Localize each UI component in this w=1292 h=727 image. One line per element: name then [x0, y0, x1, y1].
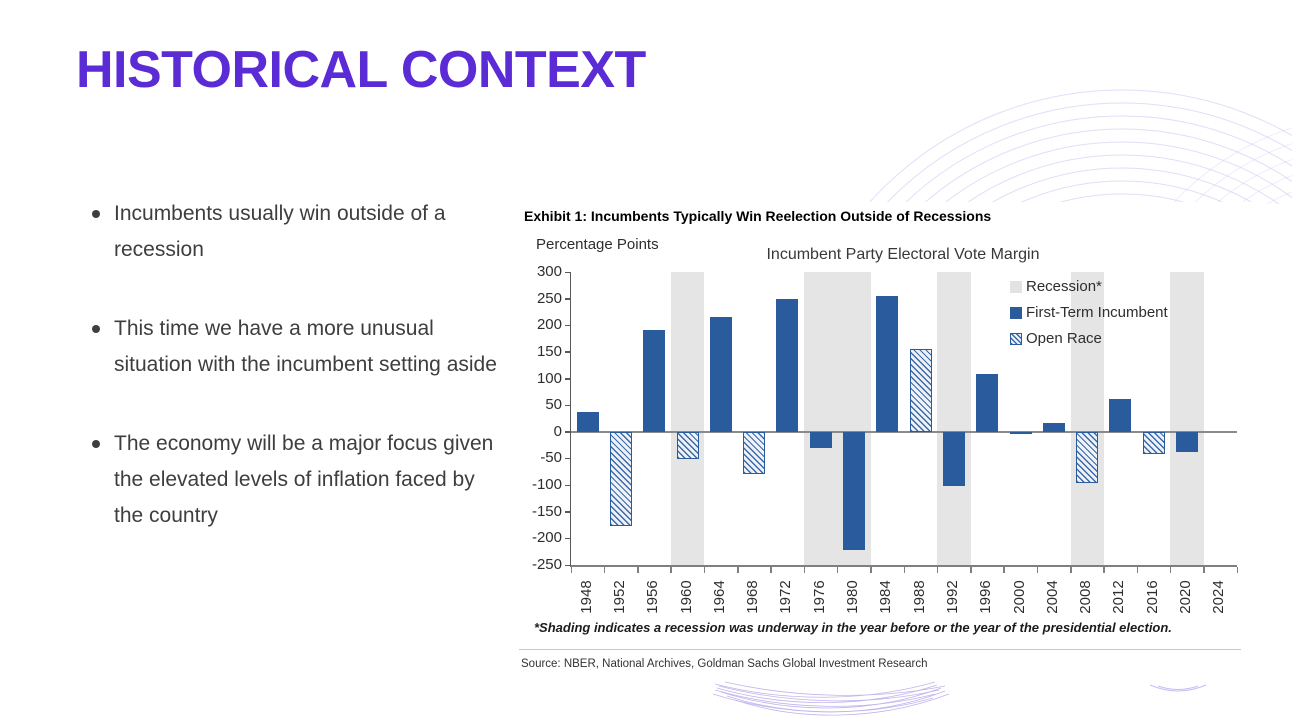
open-race-swatch-icon [1010, 333, 1022, 345]
bullet-list [88, 196, 500, 577]
y-tick-mark [565, 458, 571, 460]
source-line: Source: NBER, National Archives, Goldman Sachs Global Investment Research [521, 658, 928, 670]
bar-1964 [710, 317, 732, 432]
x-tick-mark [937, 567, 939, 573]
x-label-1984: 1984 [877, 580, 895, 614]
y-tick-mark [565, 565, 571, 567]
y-tick-mark [565, 485, 571, 487]
y-axis-title: Percentage Points [536, 236, 659, 253]
x-label-1972: 1972 [777, 580, 795, 614]
decorative-mesh-bottom [695, 672, 1175, 727]
x-label-2016: 2016 [1143, 580, 1161, 614]
x-tick-mark [837, 567, 839, 573]
x-tick-mark [804, 567, 806, 573]
y-tick-label: 150 [536, 342, 562, 360]
x-tick-mark [770, 567, 772, 573]
x-label-1980: 1980 [844, 580, 862, 614]
bar-1992 [943, 432, 965, 486]
x-tick-mark [571, 567, 573, 573]
legend-item-open-race [1010, 326, 1168, 352]
bar-2008 [1076, 432, 1098, 484]
legend-item-incumbent [1010, 300, 1168, 326]
x-tick-mark [970, 567, 972, 573]
bar-1972 [776, 299, 798, 432]
zero-axis-line [571, 431, 1237, 433]
bullet-item: The economy will be a major focus given the elevated levels of inflation faced by the country [88, 426, 500, 534]
bar-2020 [1176, 432, 1198, 452]
legend-item-recession [1010, 274, 1168, 300]
y-tick-mark [565, 538, 571, 540]
chart-footnote: *Shading indicates a recession was underway in the year before or the year of the presidential election. [534, 620, 1172, 635]
bar-1960 [677, 432, 699, 459]
x-tick-mark [1137, 567, 1139, 573]
legend-label: Recession* [1026, 278, 1102, 295]
x-label-2024: 2024 [1210, 580, 1228, 614]
x-label-2000: 2000 [1010, 580, 1028, 614]
x-tick-mark [670, 567, 672, 573]
y-tick-label: 50 [545, 396, 562, 414]
y-tick-mark [565, 378, 571, 380]
x-tick-mark [1037, 567, 1039, 573]
bar-1956 [643, 330, 665, 432]
x-label-2004: 2004 [1043, 580, 1061, 614]
x-tick-mark [1103, 567, 1105, 573]
recession-swatch-icon [1010, 281, 1022, 293]
y-tick-label: -100 [531, 476, 562, 494]
bar-2012 [1109, 399, 1131, 432]
y-tick-mark [565, 325, 571, 327]
x-tick-mark [1170, 567, 1172, 573]
y-tick-label: -250 [531, 556, 562, 573]
x-label-2020: 2020 [1177, 580, 1195, 614]
y-tick-label: 0 [553, 422, 562, 440]
y-tick-label: 300 [536, 263, 562, 280]
bar-1996 [976, 374, 998, 432]
bar-1948 [577, 412, 599, 432]
bar-1952 [610, 432, 632, 526]
bullet-item: Incumbents usually win outside of a recession [88, 196, 500, 268]
y-tick-label: 100 [536, 369, 562, 387]
x-tick-mark [1003, 567, 1005, 573]
y-tick-mark [565, 298, 571, 300]
x-label-1956: 1956 [644, 580, 662, 614]
x-label-1964: 1964 [710, 580, 728, 614]
y-tick-label: -50 [540, 449, 562, 467]
x-label-2008: 2008 [1077, 580, 1095, 614]
recession-band-2020 [1170, 272, 1203, 565]
x-label-1996: 1996 [977, 580, 995, 614]
chart-title: Incumbent Party Electoral Vote Margin [766, 246, 1040, 263]
bar-2016 [1143, 432, 1165, 454]
bar-1968 [743, 432, 765, 474]
bar-1988 [910, 349, 932, 432]
bar-2004 [1043, 423, 1065, 432]
bullet-item: This time we have a more unusual situation with the incumbent setting aside [88, 311, 500, 383]
incumbent-swatch-icon [1010, 307, 1022, 319]
x-tick-mark [637, 567, 639, 573]
x-label-1992: 1992 [943, 580, 961, 614]
x-tick-mark [870, 567, 872, 573]
x-label-1952: 1952 [610, 580, 628, 614]
y-tick-label: 250 [536, 289, 562, 307]
recession-band-1960 [671, 272, 704, 565]
bar-1984 [876, 296, 898, 432]
page-title: HISTORICAL CONTEXT [76, 41, 646, 99]
chart-legend [1010, 274, 1168, 352]
x-tick-mark [1203, 567, 1205, 573]
x-label-2012: 2012 [1110, 580, 1128, 614]
y-tick-label: -200 [531, 529, 562, 547]
x-tick-mark [604, 567, 606, 573]
x-tick-mark [1237, 567, 1239, 573]
bar-2000 [1010, 432, 1032, 434]
x-label-1960: 1960 [677, 580, 695, 614]
x-label-1976: 1976 [810, 580, 828, 614]
y-tick-mark [565, 431, 571, 433]
exhibit-chart [517, 202, 1257, 674]
x-label-1948: 1948 [577, 580, 595, 614]
y-tick-mark [565, 511, 571, 513]
x-tick-mark [1070, 567, 1072, 573]
legend-label: Open Race [1026, 330, 1102, 347]
x-label-1968: 1968 [744, 580, 762, 614]
bar-1976 [810, 432, 832, 448]
x-tick-mark [704, 567, 706, 573]
decorative-arcs-top [870, 80, 1292, 204]
x-label-1988: 1988 [910, 580, 928, 614]
divider-line [519, 649, 1241, 650]
y-tick-label: -150 [531, 502, 562, 520]
decorative-arc-bottom-right [1146, 681, 1210, 697]
legend-label: First-Term Incumbent [1026, 304, 1168, 321]
y-tick-label: 200 [536, 316, 562, 334]
x-tick-mark [737, 567, 739, 573]
recession-band-1976 [804, 272, 837, 565]
y-tick-mark [565, 272, 571, 274]
x-tick-mark [904, 567, 906, 573]
y-tick-mark [565, 405, 571, 407]
exhibit-title: Exhibit 1: Incumbents Typically Win Reelection Outside of Recessions [524, 208, 992, 224]
recession-band-1992 [937, 272, 970, 565]
bar-1980 [843, 432, 865, 550]
y-tick-mark [565, 351, 571, 353]
